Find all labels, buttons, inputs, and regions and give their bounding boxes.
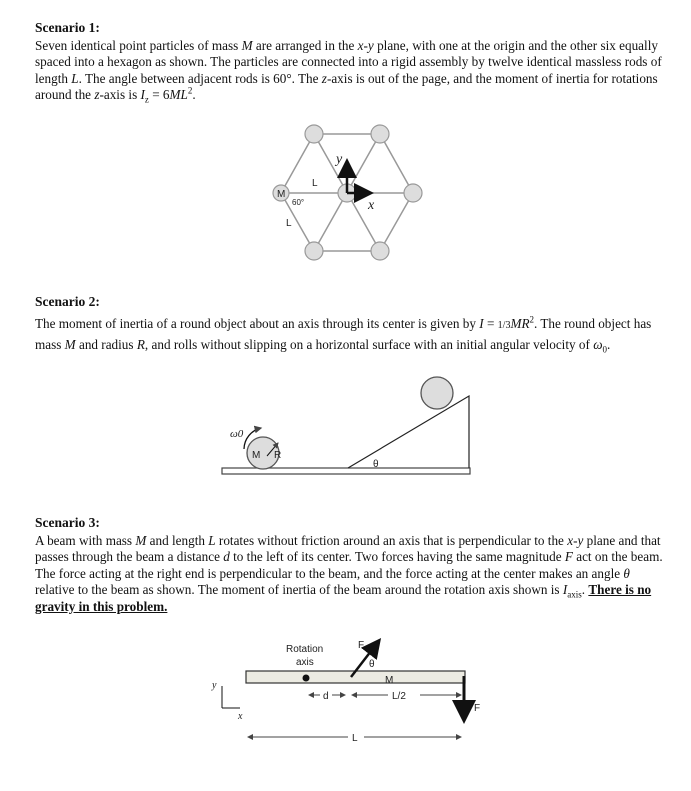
text-segment: There is no gravity in this problem. — [35, 582, 652, 614]
text-segment: plane, with one at the origin and the other six equally spaced into a hexagon as shown. The particles are connected into a rigid assembly by twelve identical massless rods of length — [35, 38, 662, 86]
incline-angle-label: θ — [373, 459, 379, 470]
text-segment: axis — [567, 589, 582, 600]
beam-y-label: y — [212, 680, 217, 691]
text-segment: I — [479, 316, 484, 331]
text-segment: and length — [146, 533, 209, 548]
half-length-label: L/2 — [392, 691, 406, 702]
text-segment: plane and that passes through the beam a distance — [35, 533, 661, 565]
text-segment: -axis is out of the page, and the moment of inertia for rotations around the — [35, 70, 658, 103]
text-segment: M — [64, 337, 76, 352]
text-segment: M — [241, 38, 253, 53]
ball-on-incline — [421, 377, 453, 409]
text-segment: relative to the beam as shown. The moment of inertia of the beam around the rotation axis shown is — [35, 582, 563, 598]
text-segment: F — [564, 549, 573, 565]
text-segment: Seven identical point particles of mass — [35, 38, 242, 53]
scenario3-heading: Scenario 3: — [35, 515, 100, 530]
text-segment: y — [367, 38, 374, 53]
text-segment: 0 — [602, 344, 607, 355]
text-segment: R — [136, 337, 145, 352]
text-segment: 2 — [529, 314, 534, 325]
rotation-label-2: axis — [296, 657, 314, 668]
text-segment: ML — [169, 87, 188, 103]
text-segment: , and rolls without slipping on a horizontal surface with an initial angular velocity of — [144, 337, 594, 352]
text-segment: = — [483, 316, 498, 331]
rod-label: L — [312, 178, 318, 189]
mass-label: M — [277, 189, 286, 200]
scenario1-heading: Scenario 1: — [35, 20, 100, 35]
text-segment: -axis is — [99, 87, 141, 103]
text-segment: . — [581, 582, 589, 598]
text-segment: z — [321, 70, 327, 86]
text-segment: = 6 — [148, 87, 170, 103]
end-force-label: F — [474, 703, 481, 714]
text-segment: M — [135, 533, 147, 548]
rotation-label-1: Rotation — [286, 644, 324, 655]
text-segment: A beam with mass — [35, 533, 136, 548]
text-segment: . The angle between adjacent rods is 60°. The — [78, 70, 322, 86]
text-segment: x — [567, 533, 574, 548]
beam-x-label: x — [238, 711, 243, 722]
text-segment: I — [562, 582, 568, 598]
text-segment: rotates without friction around an axis that is perpendicular to the — [215, 533, 568, 548]
text-segment: x — [357, 38, 364, 53]
text-segment: z — [144, 94, 149, 105]
y-label: y — [336, 152, 343, 167]
text-segment: . — [192, 87, 196, 103]
text-segment: 1/3 — [497, 320, 511, 331]
text-segment: y — [577, 533, 584, 548]
omega-label: ω0 — [230, 428, 244, 440]
text-segment: L — [208, 533, 216, 548]
rod-label-side: L — [286, 218, 292, 229]
radius-label: R — [274, 450, 282, 461]
text-segment: d — [223, 549, 230, 565]
text-segment: I — [140, 87, 145, 103]
beam-diagram — [222, 642, 465, 737]
text-segment: - — [363, 38, 368, 53]
scenario2-heading: Scenario 2: — [35, 294, 100, 309]
text-segment: to the left of its center. Two forces having the same magnitude — [229, 549, 565, 565]
text-segment: - — [573, 533, 578, 548]
beam-angle-label: θ — [369, 659, 375, 670]
text-segment: θ — [623, 565, 630, 581]
text-segment: z — [94, 87, 100, 103]
text-segment: 2 — [187, 85, 193, 96]
text-segment: . — [607, 337, 611, 352]
text-segment: and radius — [75, 337, 137, 352]
beam-mass-label: M — [385, 675, 394, 686]
text-segment: act on the beam. The force acting at the right end is perpendicular to the beam, and the force acting at the center makes an angle — [35, 549, 663, 581]
text-segment: are arranged in the — [252, 38, 358, 53]
text-segment: . The round object has mass — [35, 316, 652, 352]
x-label: x — [368, 198, 375, 213]
ball-mass-label: M — [252, 450, 261, 461]
length-label: L — [352, 733, 358, 744]
d-label: d — [323, 691, 329, 702]
text-segment: MR — [510, 316, 530, 331]
text-segment: L — [71, 70, 79, 86]
angle-label: 60° — [292, 198, 305, 207]
center-force-label: F — [358, 640, 365, 651]
text-segment: The moment of inertia of a round object about an axis through its center is given by — [35, 316, 480, 331]
text-segment: ω — [593, 337, 603, 352]
